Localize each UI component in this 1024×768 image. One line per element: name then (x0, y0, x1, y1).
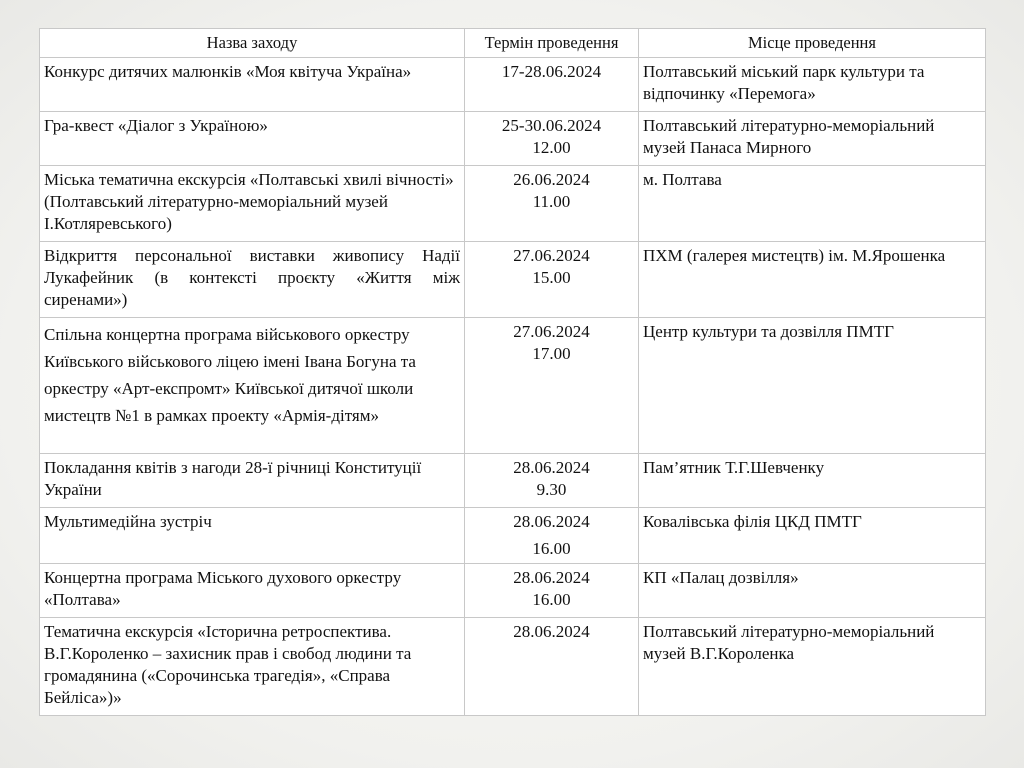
events-schedule-table (39, 28, 986, 716)
header-place: Місце проведення (639, 29, 986, 58)
event-place: Полтавський літературно-меморіальний музей В.Г.Короленка (639, 618, 986, 716)
table-row (40, 242, 986, 318)
event-name: Гра-квест «Діалог з Україною» (40, 112, 465, 166)
event-place: Полтавський міський парк культури та відпочинку «Перемога» (639, 58, 986, 112)
event-name: Концертна програма Міського духового оркестру «Полтава» (40, 564, 465, 618)
event-name: Спільна концертна програма військового оркестру Київського військового ліцею імені Івана Богуна та оркестру «Арт-експромт» Київської дитячої школи мистецтв №1 в рамках проекту «Армія-дітям» (40, 318, 465, 454)
event-place: м. Полтава (639, 166, 986, 242)
table-row (40, 508, 986, 564)
event-place: Ковалівська філія ЦКД ПМТГ (639, 508, 986, 564)
event-name: Мультимедійна зустріч (40, 508, 465, 564)
event-name: Конкурс дитячих малюнків «Моя квітуча Україна» (40, 58, 465, 112)
event-date: 26.06.2024 (513, 170, 590, 189)
table-row (40, 58, 986, 112)
event-term (465, 318, 639, 454)
event-place: Полтавський літературно-меморіальний музей Панаса Мирного (639, 112, 986, 166)
event-date: 17-28.06.2024 (501, 62, 602, 81)
table-row (40, 564, 986, 618)
event-term (465, 508, 639, 564)
event-date: 28.06.2024 (513, 622, 590, 641)
table-header-row (40, 29, 986, 58)
table-row (40, 618, 986, 716)
event-time: 17.00 (532, 344, 571, 363)
table-row (40, 166, 986, 242)
event-place: ПХМ (галерея мистецтв) ім. М.Ярошенка (639, 242, 986, 318)
table-row (40, 454, 986, 508)
event-place: КП «Палац дозвілля» (639, 564, 986, 618)
event-place: Центр культури та дозвілля ПМТГ (639, 318, 986, 454)
event-date: 28.06.2024 (513, 568, 590, 587)
event-term (465, 454, 639, 508)
event-term (465, 112, 639, 166)
event-term (465, 564, 639, 618)
table-row (40, 112, 986, 166)
event-term (465, 166, 639, 242)
event-time: 12.00 (532, 138, 571, 157)
event-name: Міська тематична екскурсія «Полтавські хвилі вічності» (Полтавський літературно-меморіальний музей І.Котляревського) (40, 166, 465, 242)
event-date: 25-30.06.2024 (501, 116, 602, 135)
event-time: 15.00 (532, 268, 571, 287)
event-name: Відкриття персональної виставки живопису Надії Лукафейник (в контексті проєкту «Життя між сиренами») (40, 242, 465, 318)
event-date: 28.06.2024 (513, 458, 590, 477)
event-term (465, 242, 639, 318)
event-date: 28.06.2024 (513, 512, 590, 531)
event-date: 27.06.2024 (513, 246, 590, 265)
event-name: Покладання квітів з нагоди 28-ї річниці Конституції України (40, 454, 465, 508)
table-row (40, 318, 986, 454)
event-term (465, 618, 639, 716)
header-term: Термін проведення (465, 29, 639, 58)
event-date: 27.06.2024 (513, 322, 590, 341)
event-time: 16.00 (532, 590, 571, 609)
event-time: 16.00 (532, 539, 571, 558)
event-name: Тематична екскурсія «Історична ретроспектива. В.Г.Короленко – захисник прав і свобод людини та громадянина («Сорочинська трагедія», «Справа Бейліса»)» (40, 618, 465, 716)
event-term (465, 58, 639, 112)
event-place: Пам’ятник Т.Г.Шевченку (639, 454, 986, 508)
event-time: 9.30 (536, 480, 567, 499)
event-time: 11.00 (532, 192, 571, 211)
header-event-name: Назва заходу (40, 29, 465, 58)
